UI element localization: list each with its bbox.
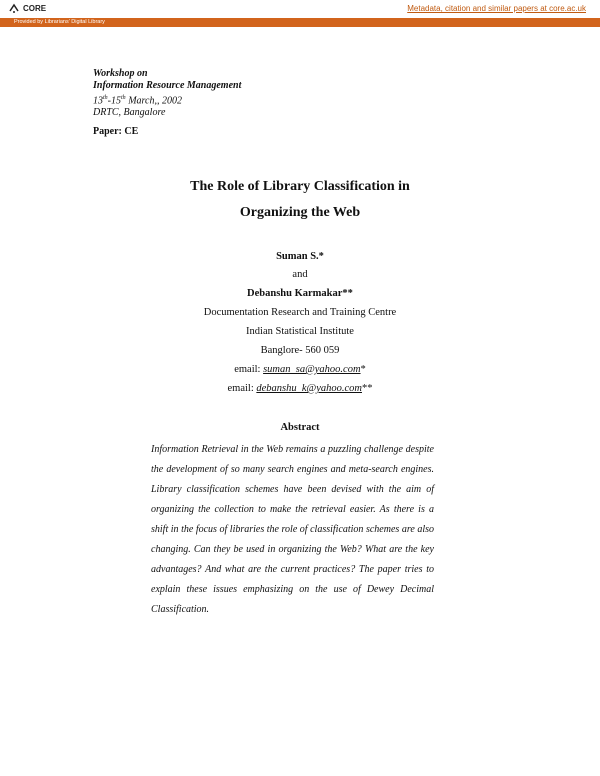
workshop-date: 13th-15th March,, 2002 [93, 95, 182, 107]
core-logo-icon [8, 2, 20, 14]
affiliation-3: Banglore- 560 059 [260, 345, 340, 356]
email-line-2: email: debanshu_k@yahoo.com** [227, 383, 373, 394]
paper-page [0, 27, 600, 776]
abstract-heading: Abstract [280, 422, 320, 433]
paper-title-line2: Organizing the Web [239, 205, 361, 220]
abstract-text: Information Retrieval in the Web remains a puzzling challenge despite the development of so many search engines and meta-search engines. Library classification schemes have been devised with the aim of organizing the collection to make the retrieval easier. As there is a shift in the focus of libraries the role of classification schemes are also changing. Can they be used in organizing the Web? What are the key advantages? And what are the current practices? The paper tries to explain these issues emphasizing on the use of Dewey Decimal Classification. [151, 444, 434, 615]
author-2: Debanshu Karmakar** [247, 288, 353, 299]
workshop-place: DRTC, Bangalore [93, 107, 166, 119]
author-conjunction: and [292, 269, 308, 280]
email-link-1[interactable]: suman_sa@yahoo.com [263, 364, 361, 375]
workshop-line2: Information Resource Management [93, 80, 242, 91]
workshop-line1: Workshop on [93, 68, 148, 79]
email-line-1: email: suman_sa@yahoo.com* [234, 364, 366, 375]
paper-id: Paper: CE [93, 126, 139, 137]
affiliation-2: Indian Statistical Institute [246, 326, 354, 337]
core-metadata-link[interactable]: Metadata, citation and similar papers at core.ac.uk [407, 4, 586, 13]
core-logo-text: CORE [23, 3, 47, 13]
core-banner [0, 0, 600, 18]
core-logo[interactable] [8, 2, 46, 14]
author-1: Suman S.* [276, 251, 324, 262]
provided-by-text[interactable]: Provided by Librarians' Digital Library [14, 19, 105, 25]
affiliation-1: Documentation Research and Training Centre [203, 307, 397, 318]
paper-title-line1: The Role of Library Classification in [190, 179, 410, 194]
email-link-2[interactable]: debanshu_k@yahoo.com [256, 383, 362, 394]
provided-by-bar [0, 18, 600, 27]
workshop-info [93, 68, 241, 119]
